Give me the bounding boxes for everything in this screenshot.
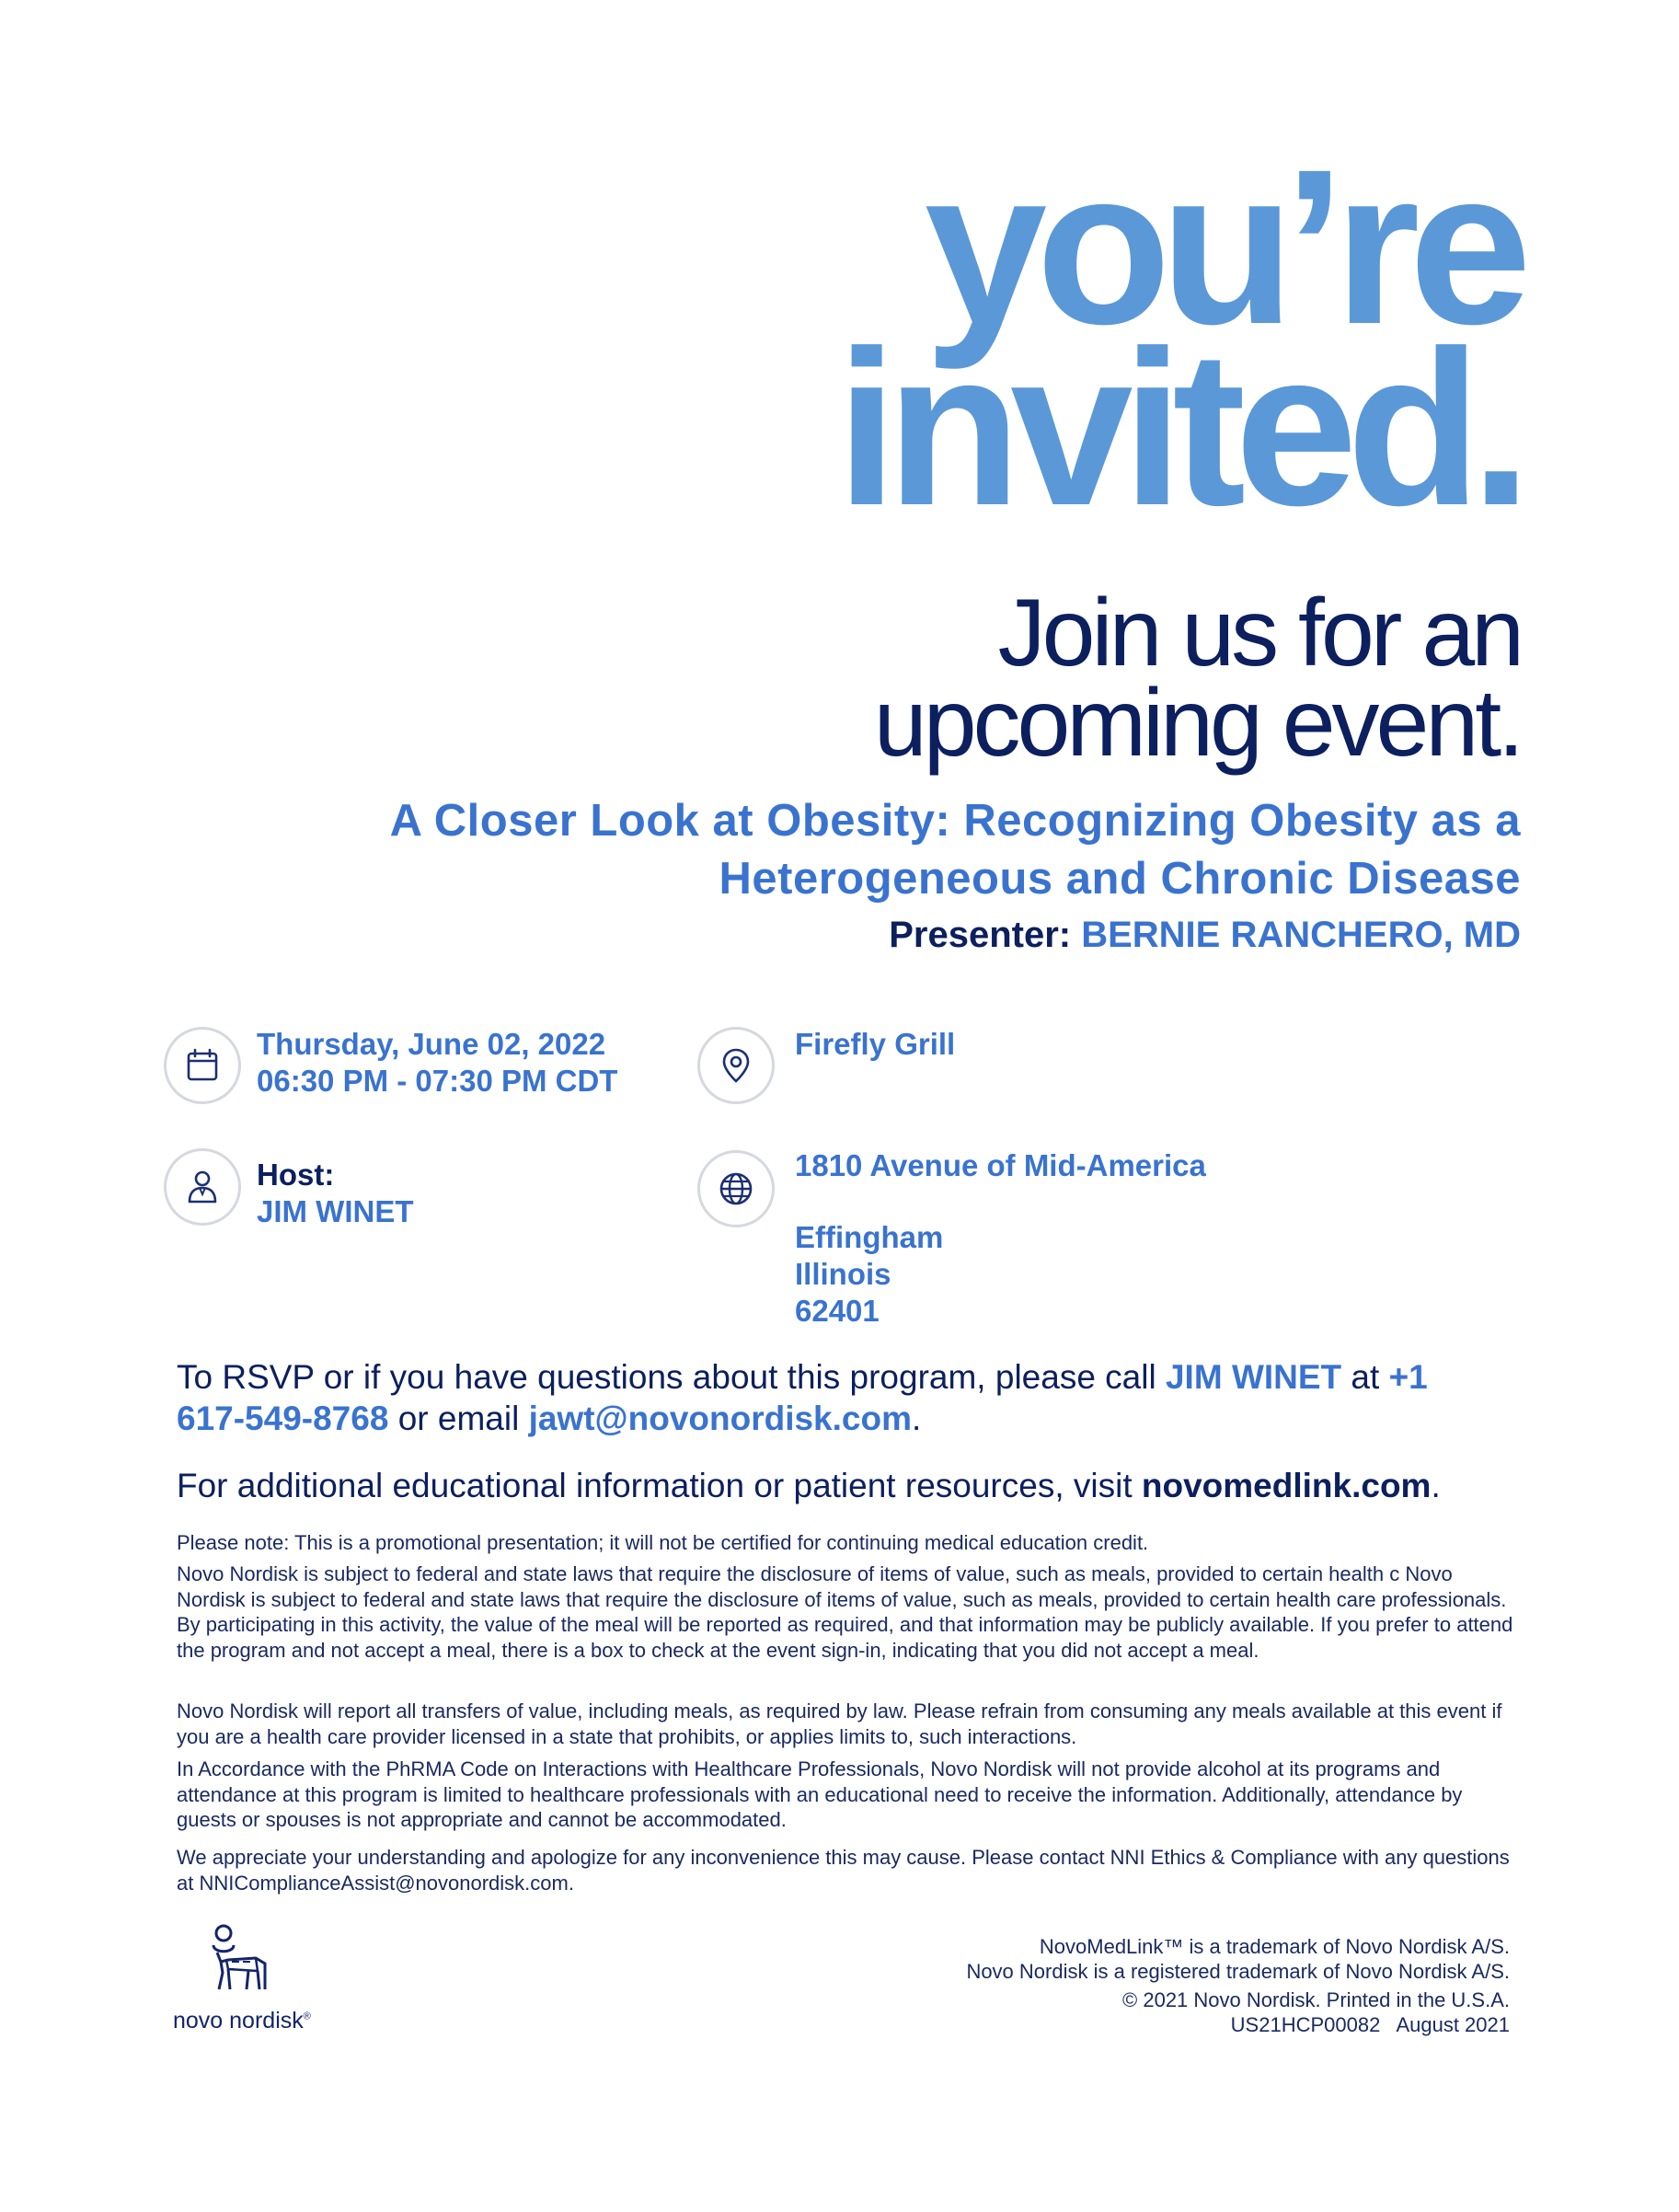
location-icon-badge [697,1027,775,1104]
event-date: Thursday, June 02, 2022 [257,1027,606,1061]
globe-icon-badge [697,1150,775,1227]
rsvp-phone-link[interactable]: +1 617-549-8768 [177,1358,1428,1437]
trademark-novomedlink: NovoMedLink™ is a trademark of Novo Nordisk A/S. [1039,1935,1510,1958]
registered-mark: ® [303,2010,311,2022]
resources-text: For additional educational information or patient resources, visit [177,1467,1142,1504]
host-name: JIM WINET [257,1194,414,1228]
host-info [257,1157,414,1230]
rsvp-text-end: . [912,1400,922,1437]
presenter-label: Presenter: [889,915,1072,955]
fine-print-note: Please note: This is a promotional presentation; it will not be certified for continuing medical education credit. [177,1531,1149,1554]
resources-text-end: . [1431,1467,1441,1504]
novo-nordisk-bull-logo [201,1923,283,2006]
rsvp-contact-name: JIM WINET [1165,1358,1342,1396]
logo-wordmark [173,2008,311,2034]
host-label: Host: [257,1158,335,1192]
rsvp-text-email: or email [388,1400,529,1437]
host-icon-badge [164,1148,241,1226]
fine-print-compliance: We appreciate your understanding and apologize for any inconvenience this may cause. Please contact NNI Ethics & Compliance with any questions at NNIComplianceAssist@novonordisk.com. [177,1846,1510,1895]
event-datetime [257,1026,617,1100]
trademark-novonordisk: Novo Nordisk is a registered trademark of Novo Nordisk A/S. [966,1960,1510,1983]
globe-icon [716,1169,756,1209]
rsvp-text: To RSVP or if you have questions about this program, please call [177,1358,1166,1396]
event-venue: Firefly Grill [795,1027,956,1061]
address-city: Effingham [795,1220,944,1254]
event-address [795,1147,1206,1330]
copyright: © 2021 Novo Nordisk. Printed in the U.S.A. [1122,1988,1510,2011]
presenter-name: BERNIE RANCHERO, MD [1081,915,1521,955]
presenter [889,913,1521,957]
resources-paragraph [177,1465,1501,1506]
address-zip: 62401 [795,1294,880,1328]
logo-wordmark-text: novo nordisk [173,2008,304,2033]
calendar-icon [182,1045,223,1086]
address-street: 1810 Avenue of Mid-America [795,1148,1206,1182]
calendar-icon-badge [164,1027,241,1104]
event-title-line2: Heterogeneous and Chronic Disease [719,854,1521,904]
event-title-line1: A Closer Look at Obesity: Recognizing Obesity as a [389,796,1521,846]
hero-heading-line1: you’re [924,123,1521,370]
fine-print-disclosure: Novo Nordisk is subject to federal and state laws that require the disclosure of items of value, such as meals, provided to certain health c Novo Nordisk is subject to federal and state laws that require the disclosure of items of value, such as meals, provided to certain health care professionals. By participating in this activity, the value of the meal will be reported as required, and that information may be publicly available. If you prefer to attend the program and not accept a meal, there is a box to check at the event sign-in, indicating that you did not accept a meal. [177,1562,1513,1662]
rsvp-paragraph [177,1356,1501,1439]
location-pin-icon [716,1045,756,1086]
host-person-icon [182,1167,223,1207]
event-time: 06:30 PM - 07:30 PM CDT [257,1064,618,1098]
document-code: US21HCP00082 August 2021 [1230,2013,1510,2036]
rsvp-text-at: at [1341,1358,1389,1396]
fine-print-transfers: Novo Nordisk will report all transfers of value, including meals, as required by law. Please refrain from consuming any meals available at this event if you are a health care provider licensed in a state that prohibits, or applies limits to, such interactions. [177,1699,1502,1748]
novomedlink-link[interactable]: novomedlink.com [1141,1467,1432,1504]
subheading-line2: upcoming event. [873,670,1521,777]
fine-print-phrma: In Accordance with the PhRMA Code on Interactions with Healthcare Professionals, Novo Nordisk will not provide alcohol at its programs and attendance at this program is limited to healthcare professionals with an educational need to receive the information. Additionally, attendance by guests or spouses is not appropriate and cannot be accommodated. [177,1757,1463,1831]
rsvp-email-link[interactable]: jawt@novonordisk.com [528,1400,912,1437]
hero-heading-line2: invited. [835,305,1521,551]
novo-nordisk-logo [173,1923,329,2033]
address-state: Illinois [795,1257,891,1291]
subheading-line1: Join us for an [997,580,1521,686]
